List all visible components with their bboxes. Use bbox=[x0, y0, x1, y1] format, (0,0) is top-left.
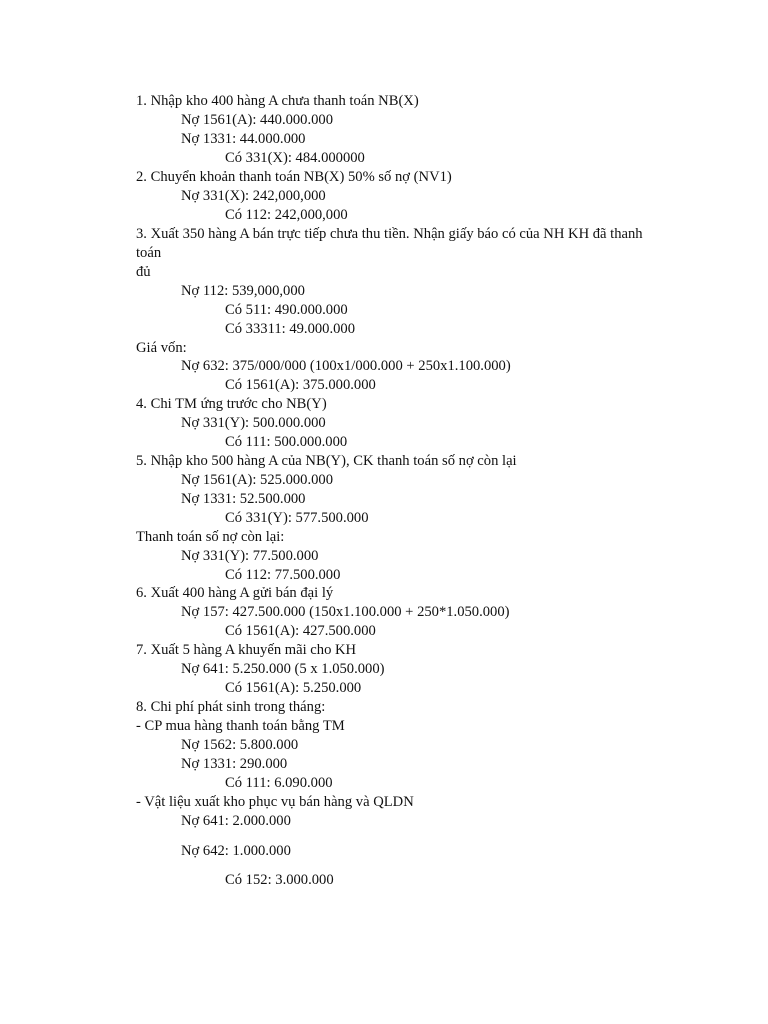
entry-1-credit-331: Có 331(X): 484.000000 bbox=[225, 150, 365, 166]
entry-8-title: 8. Chi phí phát sinh trong tháng: bbox=[136, 699, 326, 715]
entry-6-debit-157: Nợ 157: 427.500.000 (150x1.100.000 + 250*1.050.000) bbox=[181, 604, 510, 620]
entry-5-payment-heading: Thanh toán số nợ còn lại: bbox=[136, 529, 285, 545]
entry-8-credit-111: Có 111: 6.090.000 bbox=[225, 775, 333, 791]
entry-3-credit-33311: Có 33311: 49.000.000 bbox=[225, 321, 355, 337]
entry-5-credit-112: Có 112: 77.500.000 bbox=[225, 567, 341, 583]
entry-3-title-cont-2: đủ bbox=[136, 264, 151, 280]
entry-1-title: 1. Nhập kho 400 hàng A chưa thanh toán NB(X) bbox=[136, 93, 419, 109]
entry-5-credit-331: Có 331(Y): 577.500.000 bbox=[225, 510, 369, 526]
entry-5-debit-1561: Nợ 1561(A): 525.000.000 bbox=[181, 472, 334, 488]
entry-5-debit-1331: Nợ 1331: 52.500.000 bbox=[181, 491, 306, 507]
entry-2-debit-331: Nợ 331(X): 242,000,000 bbox=[181, 188, 326, 204]
entry-6-title: 6. Xuất 400 hàng A gửi bán đại lý bbox=[136, 585, 334, 601]
entry-3-credit-511: Có 511: 490.000.000 bbox=[225, 302, 348, 318]
entry-4-title: 4. Chi TM ứng trước cho NB(Y) bbox=[136, 396, 327, 412]
entry-8-credit-152: Có 152: 3.000.000 bbox=[225, 872, 334, 888]
entry-4-credit-111: Có 111: 500.000.000 bbox=[225, 434, 348, 450]
entry-8-debit-1331: Nợ 1331: 290.000 bbox=[181, 756, 288, 772]
entry-3-cost-heading: Giá vốn: bbox=[136, 340, 187, 356]
entry-3-debit-112: Nợ 112: 539,000,000 bbox=[181, 283, 305, 299]
entry-5-debit-331-payment: Nợ 331(Y): 77.500.000 bbox=[181, 548, 319, 564]
entry-7-debit-641: Nợ 641: 5.250.000 (5 x 1.050.000) bbox=[181, 661, 385, 677]
entry-8-debit-1562: Nợ 1562: 5.800.000 bbox=[181, 737, 299, 753]
entry-2-credit-112: Có 112: 242,000,000 bbox=[225, 207, 348, 223]
entry-8-sub-materials: - Vật liệu xuất kho phục vụ bán hàng và QLDN bbox=[136, 794, 414, 810]
entry-3-debit-632: Nợ 632: 375/000/000 (100x1/000.000 + 250x1.100.000) bbox=[181, 358, 511, 374]
entry-2-title: 2. Chuyển khoản thanh toán NB(X) 50% số nợ (NV1) bbox=[136, 169, 452, 185]
entry-5-title: 5. Nhập kho 500 hàng A của NB(Y), CK thanh toán số nợ còn lại bbox=[136, 453, 517, 469]
entry-3-title-cont-1: toán bbox=[136, 245, 162, 261]
entry-1-debit-1561: Nợ 1561(A): 440.000.000 bbox=[181, 112, 334, 128]
entry-3-title: 3. Xuất 350 hàng A bán trực tiếp chưa thu tiền. Nhận giấy báo có của NH KH đã thanh bbox=[136, 226, 643, 242]
entry-3-credit-1561: Có 1561(A): 375.000.000 bbox=[225, 377, 376, 393]
entry-1-debit-1331: Nợ 1331: 44.000.000 bbox=[181, 131, 306, 147]
entry-7-credit-1561: Có 1561(A): 5.250.000 bbox=[225, 680, 362, 696]
entry-7-title: 7. Xuất 5 hàng A khuyến mãi cho KH bbox=[136, 642, 357, 658]
entry-6-credit-1561: Có 1561(A): 427.500.000 bbox=[225, 623, 376, 639]
entry-4-debit-331: Nợ 331(Y): 500.000.000 bbox=[181, 415, 326, 431]
entry-8-debit-642: Nợ 642: 1.000.000 bbox=[181, 843, 291, 859]
entry-8-debit-641: Nợ 641: 2.000.000 bbox=[181, 813, 291, 829]
entry-8-sub-purchase-cost: - CP mua hàng thanh toán bằng TM bbox=[136, 718, 345, 734]
